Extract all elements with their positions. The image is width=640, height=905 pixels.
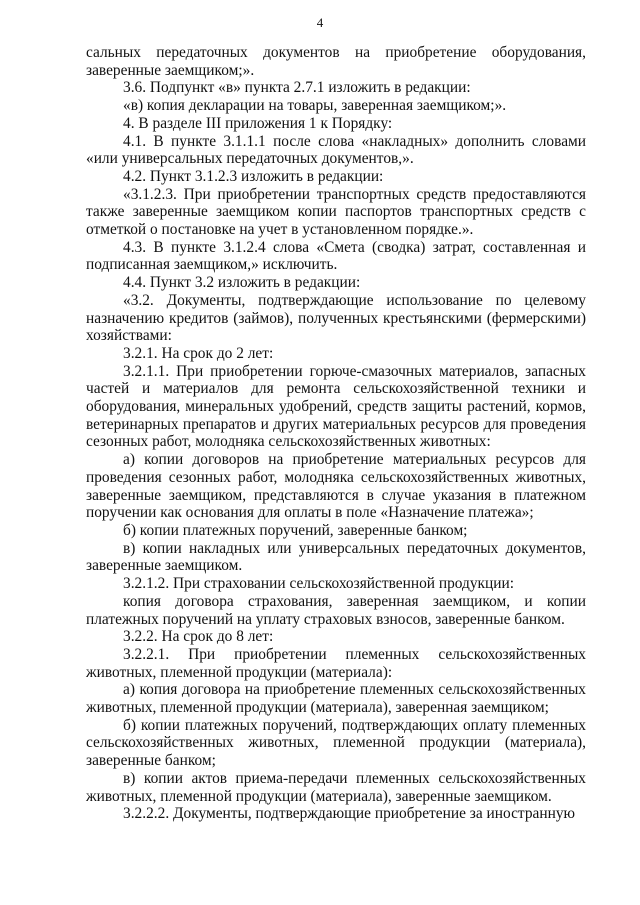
- paragraph: б) копии платежных поручений, подтверждающих оплату племенных сельскохозяйственных животных, племенной продукции (материала), заверенные банком;: [86, 716, 586, 770]
- paragraph: «3.2. Документы, подтверждающие использование по целевому назначению кредитов (займов), полученных крестьянскими (фермерскими) хозяйствами:: [86, 291, 586, 345]
- paragraph: 4.3. В пункте 3.1.2.4 слова «Смета (сводка) затрат, составленная и подписанная заемщиком,» исключить.: [86, 238, 586, 274]
- paragraph: 4.4. Пункт 3.2 изложить в редакции:: [123, 274, 361, 292]
- paragraph: «3.1.2.3. При приобретении транспортных средств предоставляются также заверенные заемщиком копии паспортов транспортных средств с отметкой о постановке на учет в установленном порядке.».: [86, 185, 586, 239]
- paragraph: 4. В разделе III приложения 1 к Порядку:: [123, 114, 393, 132]
- paragraph: в) копии накладных или универсальных передаточных документов, заверенные заемщиком.: [86, 539, 586, 575]
- paragraph: а) копия договора на приобретение племенных сельскохозяйственных животных, племенной продукции (материала), заверенная заемщиком;: [86, 681, 586, 717]
- document-body: [86, 44, 586, 823]
- paragraph: 3.6. Подпункт «в» пункта 2.7.1 изложить в редакции:: [123, 79, 471, 97]
- paragraph: 3.2.1. На срок до 2 лет:: [123, 344, 274, 362]
- page-number: 4: [316, 15, 324, 30]
- paragraph: сальных передаточных документов на приобретение оборудования, заверенные заемщиком;».: [86, 44, 586, 79]
- paragraph: 3.2.1.2. При страховании сельскохозяйственной продукции:: [123, 575, 515, 593]
- paragraph: «в) копия декларации на товары, заверенная заемщиком;».: [123, 97, 507, 115]
- paragraph: 4.1. В пункте 3.1.1.1 после слова «накладных» дополнить словами «или универсальных передаточных документов,».: [86, 132, 586, 168]
- paragraph: 3.2.2.2. Документы, подтверждающие приобретение за иностранную: [123, 805, 576, 823]
- paragraph: 3.2.2. На срок до 8 лет:: [123, 628, 274, 646]
- paragraph: а) копии договоров на приобретение материальных ресурсов для проведения сезонных работ, молодняка сельскохозяйственных животных, заверенные заемщиком, представляются в случае указания в платежном поручении как основания для оплаты в поле «Назначение платежа»;: [86, 451, 586, 522]
- paragraph: 3.2.1.1. При приобретении горюче-смазочных материалов, запасных частей и материалов для ремонта сельскохозяйственной техники и оборудования, минеральных удобрений, средств защиты растений, кормов, ветеринарных препаратов и других материальных ресурсов для проведения сезонных работ, молодняка сельскохозяйственных животных:: [86, 362, 586, 451]
- paragraph: 3.2.2.1. При приобретении племенных сельскохозяйственных животных, племенной продукции (материала):: [86, 645, 586, 681]
- paragraph: 4.2. Пункт 3.1.2.3 изложить в редакции:: [123, 167, 384, 185]
- paragraph: б) копии платежных поручений, заверенные банком;: [123, 521, 468, 539]
- paragraph: в) копии актов приема-передачи племенных сельскохозяйственных животных, племенной продукции (материала), заверенные заемщиком.: [86, 769, 586, 805]
- paragraph: копия договора страхования, заверенная заемщиком, и копии платежных поручений на уплату страховых взносов, заверенные банком.: [86, 592, 586, 628]
